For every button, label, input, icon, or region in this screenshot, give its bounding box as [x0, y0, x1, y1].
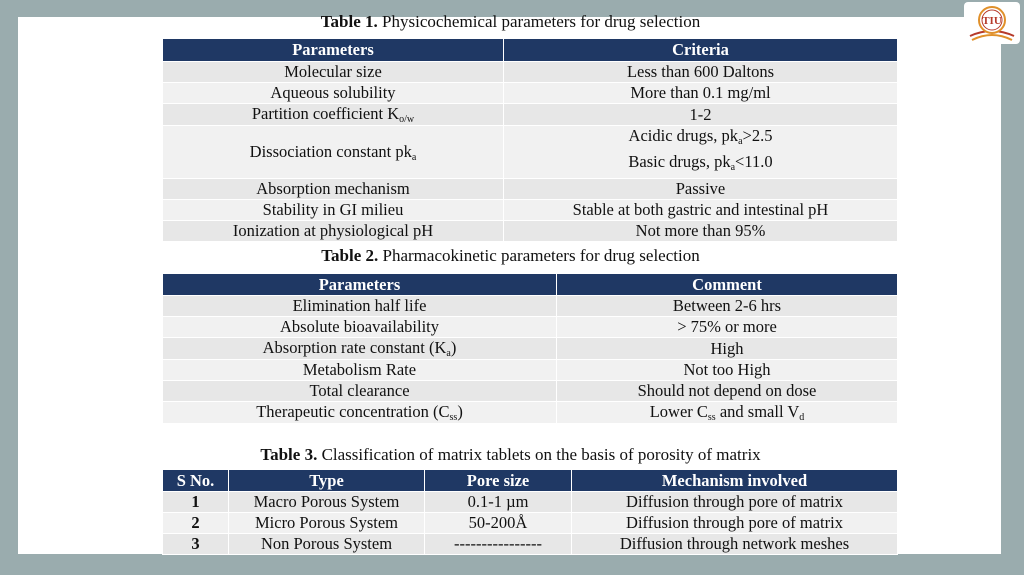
table-cell: Molecular size [163, 62, 504, 83]
text: >2.5 [742, 126, 773, 145]
table3-caption [144, 446, 877, 464]
subscript: d [799, 412, 805, 423]
table-cell: 2 [163, 513, 229, 534]
table3-caption-text: Classification of matrix tablets on the basis of porosity of matrix [321, 445, 761, 464]
text: <11.0 [735, 152, 773, 171]
table2-header-parameters: Parameters [163, 274, 557, 296]
table-cell: Stable at both gastric and intestinal pH [504, 200, 898, 221]
table3-header-row [163, 470, 898, 492]
table3-header-sno: S No. [163, 470, 229, 492]
subscript: a [730, 162, 736, 173]
table-row [163, 534, 898, 555]
table-row [163, 317, 898, 338]
table1-header-parameters: Parameters [163, 39, 504, 62]
table-cell: 3 [163, 534, 229, 555]
table-cell: More than 0.1 mg/ml [504, 83, 898, 104]
table-cell: Macro Porous System [229, 492, 425, 513]
text: ) [457, 402, 463, 421]
table-cell: Less than 600 Daltons [504, 62, 898, 83]
table-cell [163, 402, 557, 424]
table2-caption-text: Pharmacokinetic parameters for drug selection [382, 246, 700, 265]
table-row [163, 513, 898, 534]
text: Therapeutic concentration (C [256, 402, 450, 421]
table1-caption [144, 13, 877, 31]
text: ) [450, 338, 457, 357]
table1 [162, 38, 898, 242]
text: Absorption rate constant (K [262, 338, 447, 357]
table3-header-type: Type [229, 470, 425, 492]
table-cell [557, 402, 898, 424]
table-row [163, 126, 898, 179]
text: Acidic drugs, pk [628, 126, 739, 145]
subscript: a [446, 348, 451, 359]
table-cell: ---------------- [425, 534, 572, 555]
table-cell: > 75% or more [557, 317, 898, 338]
table-row [163, 200, 898, 221]
subscript: o/w [399, 114, 415, 125]
table-cell [163, 104, 504, 126]
table-cell: Aqueous solubility [163, 83, 504, 104]
table-cell: Elimination half life [163, 296, 557, 317]
table-cell [163, 338, 557, 360]
table-cell: Should not depend on dose [557, 381, 898, 402]
table-cell: Passive [504, 179, 898, 200]
table-row [163, 296, 898, 317]
table-row [163, 62, 898, 83]
subscript: ss [707, 412, 716, 423]
text: Dissociation constant pk [249, 141, 412, 161]
table-cell: High [557, 338, 898, 360]
table-row [163, 221, 898, 242]
table-row [163, 338, 898, 360]
table2-caption [144, 247, 877, 265]
table3-caption-label: Table 3. [260, 445, 318, 464]
table-cell: Not too High [557, 360, 898, 381]
value-line-1 [504, 126, 897, 152]
text: and small V [715, 402, 800, 421]
table3-header-mechanism: Mechanism involved [572, 470, 898, 492]
table-cell [504, 126, 898, 179]
subscript: a [738, 136, 743, 147]
table1-caption-text: Physicochemical parameters for drug selection [382, 12, 701, 31]
table-cell: 1 [163, 492, 229, 513]
tiu-logo-icon [964, 2, 1020, 44]
table-cell: 0.1-1 µm [425, 492, 572, 513]
table-cell: Stability in GI milieu [163, 200, 504, 221]
value-line-2 [504, 152, 897, 178]
table-cell: Diffusion through network meshes [572, 534, 898, 555]
table3 [162, 469, 898, 555]
table-row [163, 104, 898, 126]
table-cell: Diffusion through pore of matrix [572, 492, 898, 513]
table1-header-criteria: Criteria [504, 39, 898, 62]
table-cell: Between 2-6 hrs [557, 296, 898, 317]
table2-header-comment: Comment [557, 274, 898, 296]
table2 [162, 273, 898, 424]
tiu-logo [964, 2, 1020, 44]
table-row [163, 381, 898, 402]
table-row [163, 83, 898, 104]
subscript: ss [449, 412, 458, 423]
table-cell: Absolute bioavailability [163, 317, 557, 338]
table-cell: Diffusion through pore of matrix [572, 513, 898, 534]
table-cell: Absorption mechanism [163, 179, 504, 200]
table1-caption-label: Table 1. [320, 12, 378, 31]
table-cell: Non Porous System [229, 534, 425, 555]
table-row [163, 402, 898, 424]
table-cell: Metabolism Rate [163, 360, 557, 381]
table3-header-pore-size: Pore size [425, 470, 572, 492]
table-row [163, 360, 898, 381]
table-row [163, 179, 898, 200]
table2-caption-label: Table 2. [321, 246, 379, 265]
table-cell: Not more than 95% [504, 221, 898, 242]
table-cell: Micro Porous System [229, 513, 425, 534]
table-cell: 1-2 [504, 104, 898, 126]
text: Lower C [649, 402, 708, 421]
table-cell: Total clearance [163, 381, 557, 402]
table-row [163, 492, 898, 513]
table-cell [163, 126, 504, 179]
table2-header-row [163, 274, 898, 296]
table-cell: 50-200Å [425, 513, 572, 534]
table-cell: Ionization at physiological pH [163, 221, 504, 242]
subscript: a [411, 151, 417, 163]
text: Partition coefficient K [251, 104, 400, 123]
text: Basic drugs, pk [628, 152, 731, 171]
table1-header-row [163, 39, 898, 62]
logo-text: TIU [982, 15, 1002, 27]
